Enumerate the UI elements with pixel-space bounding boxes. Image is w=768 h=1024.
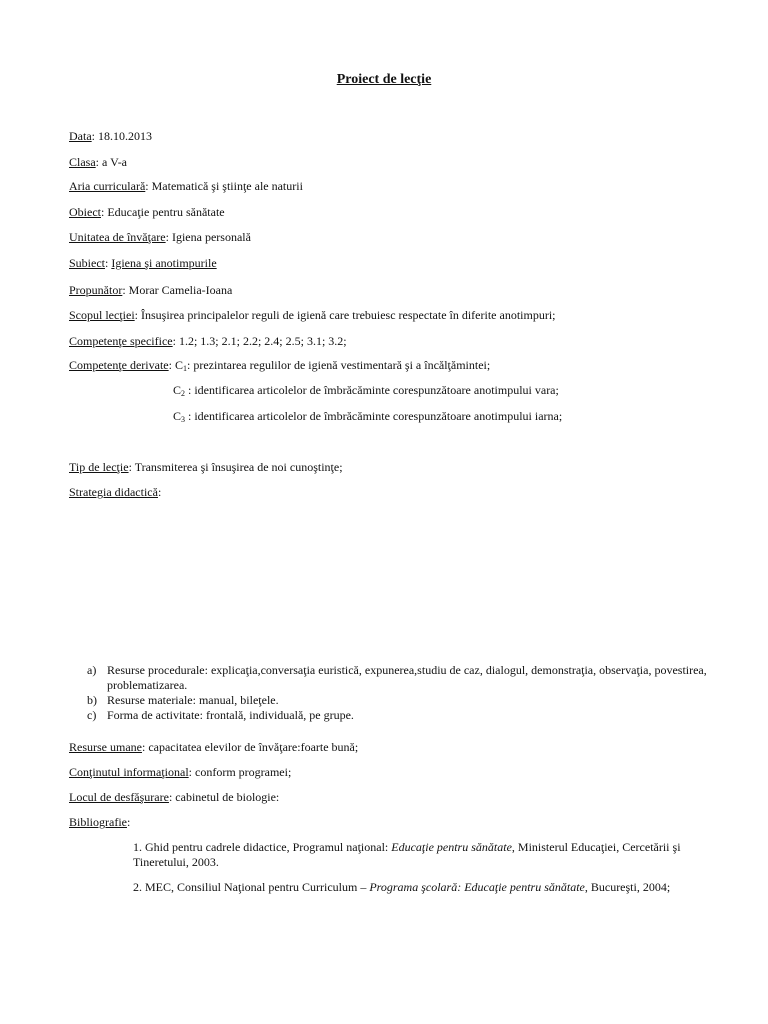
field-label: Competenţe derivate bbox=[69, 358, 169, 372]
field-competente-specifice: Competenţe specifice: 1.2; 1.3; 2.1; 2.2; 2.4; 2.5; 3.1; 3.2; bbox=[69, 334, 347, 348]
field-scopul: Scopul lecţiei: Însuşirea principalelor reguli de igienă care trebuiesc respectate în diferite anotimpuri; bbox=[69, 308, 556, 322]
list-item-text: Resurse procedurale: explicaţia,conversaţia euristică, expunerea,studiu de caz, dialogul, demonstraţia, observaţia, povestirea, problematizarea. bbox=[107, 663, 707, 692]
field-label: Data bbox=[69, 129, 92, 143]
list-item-text: Forma de activitate: frontală, individuală, pe grupe. bbox=[107, 708, 354, 722]
field-value: capacitatea elevilor de învăţare:foarte bună; bbox=[148, 740, 359, 754]
field-value: cabinetul de biologie: bbox=[175, 790, 280, 804]
field-label: Subiect bbox=[69, 256, 105, 270]
field-label: Strategia didactică bbox=[69, 485, 158, 499]
list-item-text: Resurse materiale: manual, bileţele. bbox=[107, 693, 279, 707]
field-obiect: Obiect: Educaţie pentru sănătate bbox=[69, 205, 225, 219]
field-locul: Locul de desfăşurare: cabinetul de biologie: bbox=[69, 790, 280, 804]
field-aria-curriculara: Aria curriculară: Matematică şi ştiinţe ale naturii bbox=[69, 179, 303, 193]
field-label: Competenţe specifice bbox=[69, 334, 173, 348]
list-item bbox=[87, 693, 707, 708]
list-marker: b) bbox=[87, 693, 97, 707]
field-label: Aria curriculară bbox=[69, 179, 146, 193]
field-label: Resurse umane bbox=[69, 740, 142, 754]
field-label: Tip de lecţie bbox=[69, 460, 129, 474]
list-item bbox=[87, 663, 707, 693]
field-label: Unitatea de învăţare bbox=[69, 230, 166, 244]
list-item bbox=[87, 708, 707, 723]
field-label: Bibliografie bbox=[69, 815, 127, 829]
field-subiect: Subiect: Igiena şi anotimpurile bbox=[69, 256, 217, 270]
field-value: Igiena şi anotimpurile bbox=[111, 256, 217, 270]
field-label: Obiect bbox=[69, 205, 101, 219]
field-bibliografie: Bibliografie: bbox=[69, 815, 131, 829]
bibliography-item: 1. Ghid pentru cadrele didactice, Programul naţional: Educaţie pentru sănătate, Ministerul Educaţiei, Cercetării şi Tineretului, 2003. bbox=[133, 840, 681, 869]
field-value: Igiena personală bbox=[171, 230, 251, 244]
field-value: a V-a bbox=[102, 155, 128, 169]
bibliography-item: 2. MEC, Consiliul Naţional pentru Curriculum – Programa şcolară: Educaţie pentru sănătate, Bucureşti, 2004; bbox=[133, 880, 671, 894]
field-value: Matematică şi ştiinţe ale naturii bbox=[151, 179, 303, 193]
field-continutul: Conţinutul informaţional: conform programei; bbox=[69, 765, 292, 779]
field-label: Clasa bbox=[69, 155, 96, 169]
field-resurse-umane: Resurse umane: capacitatea elevilor de învăţare:foarte bună; bbox=[69, 740, 359, 754]
list-marker: a) bbox=[87, 663, 97, 677]
derived-item: $C_2$ : identificarea articolelor de îmbrăcăminte corespunzătoare anotimpului vara; bbox=[173, 383, 559, 398]
derived-item: $C_3$ : identificarea articolelor de îmbrăcăminte corespunzătoare anotimpului iarna; bbox=[173, 409, 563, 424]
field-competente-derivate: Competenţe derivate: $C_1$: prezintarea regulilor de igienă vestimentară şi a încălţămintei; bbox=[69, 358, 491, 373]
field-propunator: Propunător: Morar Camelia-Ioana bbox=[69, 283, 233, 297]
resources-list bbox=[87, 663, 707, 723]
field-clasa: Clasa: a V-a bbox=[69, 155, 128, 169]
field-label: Propunător bbox=[69, 283, 123, 297]
field-value: Educaţie pentru sănătate bbox=[107, 205, 225, 219]
field-value: Morar Camelia-Ioana bbox=[128, 283, 233, 297]
field-value: Însuşirea principalelor reguli de igienă care trebuiesc respectate în diferite anotimpuri; bbox=[141, 308, 556, 322]
field-label: Scopul lecţiei bbox=[69, 308, 135, 322]
page-title: Proiect de lecţie bbox=[336, 72, 432, 87]
field-tip-lectie: Tip de lecţie: Transmiterea şi însuşirea de noi cunoştinţe; bbox=[69, 460, 343, 474]
field-label: Conţinutul informaţional bbox=[69, 765, 189, 779]
field-value: 18.10.2013 bbox=[98, 129, 152, 143]
field-value: conform programei; bbox=[195, 765, 292, 779]
field-label: Locul de desfăşurare bbox=[69, 790, 169, 804]
list-marker: c) bbox=[87, 708, 97, 722]
derived-item: $C_1$: prezintarea regulilor de igienă vestimentară şi a încălţămintei; bbox=[174, 358, 491, 373]
field-value: Transmiterea şi însuşirea de noi cunoştinţe; bbox=[134, 460, 343, 474]
field-data: Data: 18.10.2013 bbox=[69, 129, 152, 143]
field-unitatea: Unitatea de învăţare: Igiena personală bbox=[69, 230, 251, 244]
field-strategia: Strategia didactică: bbox=[69, 485, 162, 499]
field-value: 1.2; 1.3; 2.1; 2.2; 2.4; 2.5; 3.1; 3.2; bbox=[178, 334, 347, 348]
